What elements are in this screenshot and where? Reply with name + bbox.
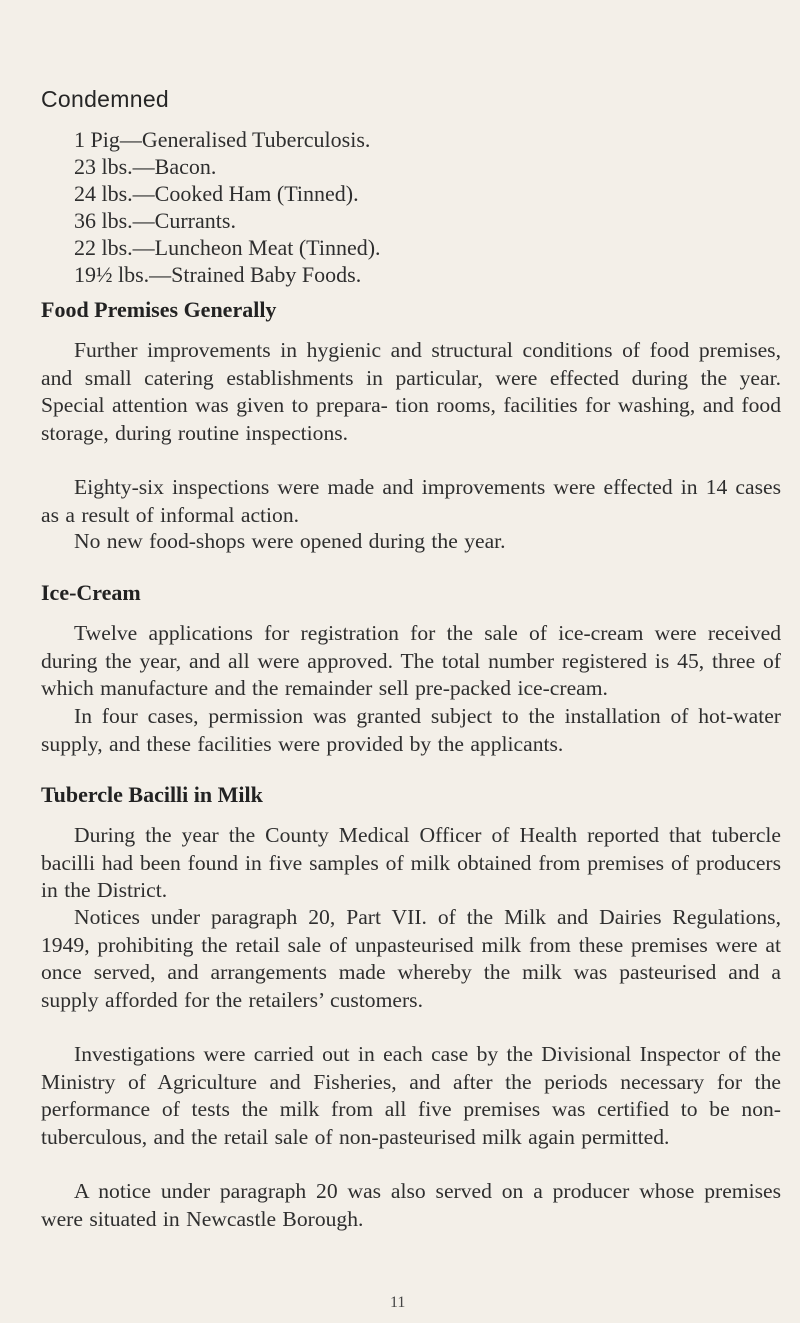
paragraph: Further improvements in hygienic and structural conditions of food premises, and small catering establishments in particular, were effected during the year. Special attention was given to prepara- tion rooms, facilities for washing, and food storage, during routine inspections. [41, 338, 781, 445]
ice-cream-heading: Ice-Cream [41, 580, 141, 605]
paragraph: Twelve applications for registration for the sale of ice-cream were received during the year, and all were approved. The total number registered is 45, three of which manufacture and the remainder sell pre-packed ice-cream. [41, 621, 781, 700]
tubercle-heading: Tubercle Bacilli in Milk [41, 782, 263, 807]
paragraph: During the year the County Medical Officer of Health reported that tubercle bacilli had been found in five samples of milk obtained from premises of producers in the District. [41, 823, 781, 902]
condemned-list [74, 126, 381, 288]
paragraph: Eighty-six inspections were made and improvements were effected in 14 cases as a result of informal action. [41, 475, 781, 527]
list-item: 1 Pig—Generalised Tuberculosis. [74, 127, 371, 152]
list-item: 36 lbs.—Currants. [74, 208, 236, 233]
page-number: 11 [390, 1294, 406, 1311]
paragraph: Investigations were carried out in each case by the Divisional Inspector of the Ministry of Agriculture and Fisheries, and after the periods necessary for the performance of tests the milk from all five premises was certified to be non-tuberculous, and the retail sale of non-pasteurised milk again permitted. [41, 1042, 781, 1149]
list-item: 19½ lbs.—Strained Baby Foods. [74, 262, 362, 287]
paragraph: A notice under paragraph 20 was also served on a producer whose premises were situated in Newcastle Borough. [41, 1179, 781, 1231]
paragraph: Notices under paragraph 20, Part VII. of the Milk and Dairies Regulations, 1949, prohibiting the retail sale of unpasteurised milk from these premises were at once served, and arrangements made whereby the milk was pasteurised and a supply afforded for the retailers’ customers. [41, 905, 781, 1012]
food-premises-heading: Food Premises Generally [41, 297, 277, 322]
list-item: 24 lbs.—Cooked Ham (Tinned). [74, 181, 359, 206]
paragraph: In four cases, permission was granted subject to the installation of hot-water supply, and these facilities were provided by the applicants. [41, 704, 781, 756]
list-item: 23 lbs.—Bacon. [74, 154, 217, 179]
paragraph: No new food-shops were opened during the year. [74, 529, 506, 553]
condemned-heading: Condemned [41, 86, 170, 112]
list-item: 22 lbs.—Luncheon Meat (Tinned). [74, 235, 381, 260]
